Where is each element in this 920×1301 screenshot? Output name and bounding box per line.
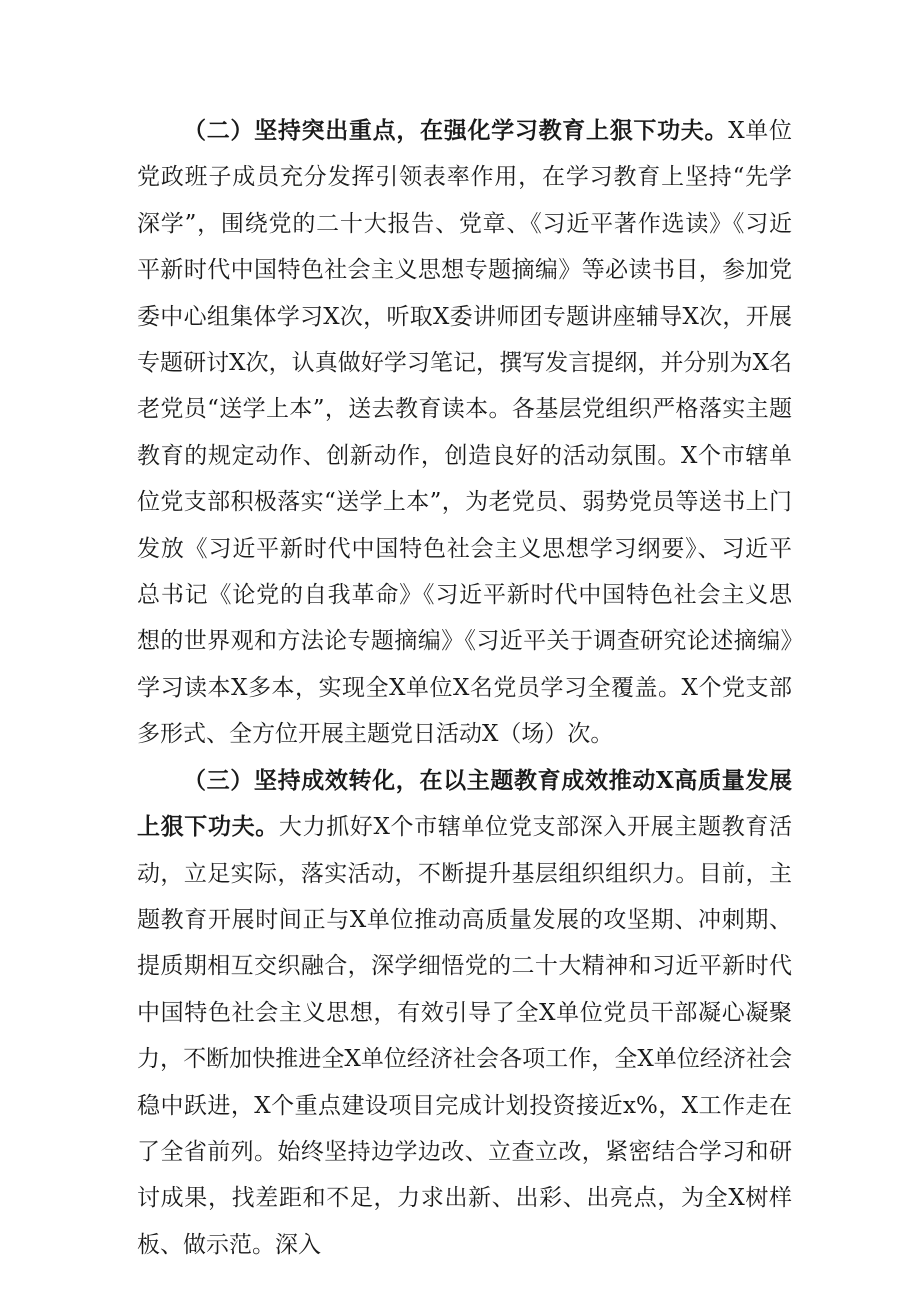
paragraph-2-text: X单位党政班子成员充分发挥引领表率作用，在学习教育上坚持“先学深学”，围绕党的二十大报告、党章、《习近平著作选读》《习近平新时代中国特色社会主义思想专题摘编》等必读书目，参加党委中心组集体学习X次，听取X委讲师团专题讲座辅导X次，开展专题研讨X次，认真做好学习笔记，撰写发言提纲，并分别为X名老党员“送学上本”，送去教育读本。各基层党组织严格落实主题教育的规定动作、创新动作，创造良好的活动氛围。X个市辖单位党支部积极落实“送学上本”，为老党员、弱势党员等送书上门发放《习近平新时代中国特色社会主义思想学习纲要》、习近平总书记《论党的自我革命》《习近平新时代中国特色社会主义思想的世界观和方法论专题摘编》《习近平关于调查研究论述摘编》学习读本X多本，实现全X单位X名党员学习全覆盖。X个党支部多形式、全方位开展主题党日活动X（场）次。 xyxy=(137,118,793,748)
paragraph-3 xyxy=(137,758,792,1268)
document-body xyxy=(137,108,792,1268)
paragraph-2 xyxy=(137,108,792,758)
paragraph-3-text: 大力抓好X个市辖单位党支部深入开展主题教育活动，立足实际，落实活动，不断提升基层组织组织力。目前，主题教育开展时间正与X单位推动高质量发展的攻坚期、冲刺期、提质期相互交织融合，深学细悟党的二十大精神和习近平新时代中国特色社会主义思想，有效引导了全X单位党员干部凝心凝聚力，不断加快推进全X单位经济社会各项工作，全X单位经济社会稳中跃进，X个重点建设项目完成计划投资接近x%，X工作走在了全省前列。始终坚持边学边改、立查立改，紧密结合学习和研讨成果，找差距和不足，力求出新、出彩、出亮点，为全X树样板、做示范。深入 xyxy=(137,814,793,1258)
paragraph-2-heading: （二）坚持突出重点，在强化学习教育上狠下功夫。 xyxy=(183,117,729,144)
paragraph-3-heading: （三）坚持成效转化，在以主题教育成效推动X高质量发展上狠下功夫。 xyxy=(137,766,792,841)
